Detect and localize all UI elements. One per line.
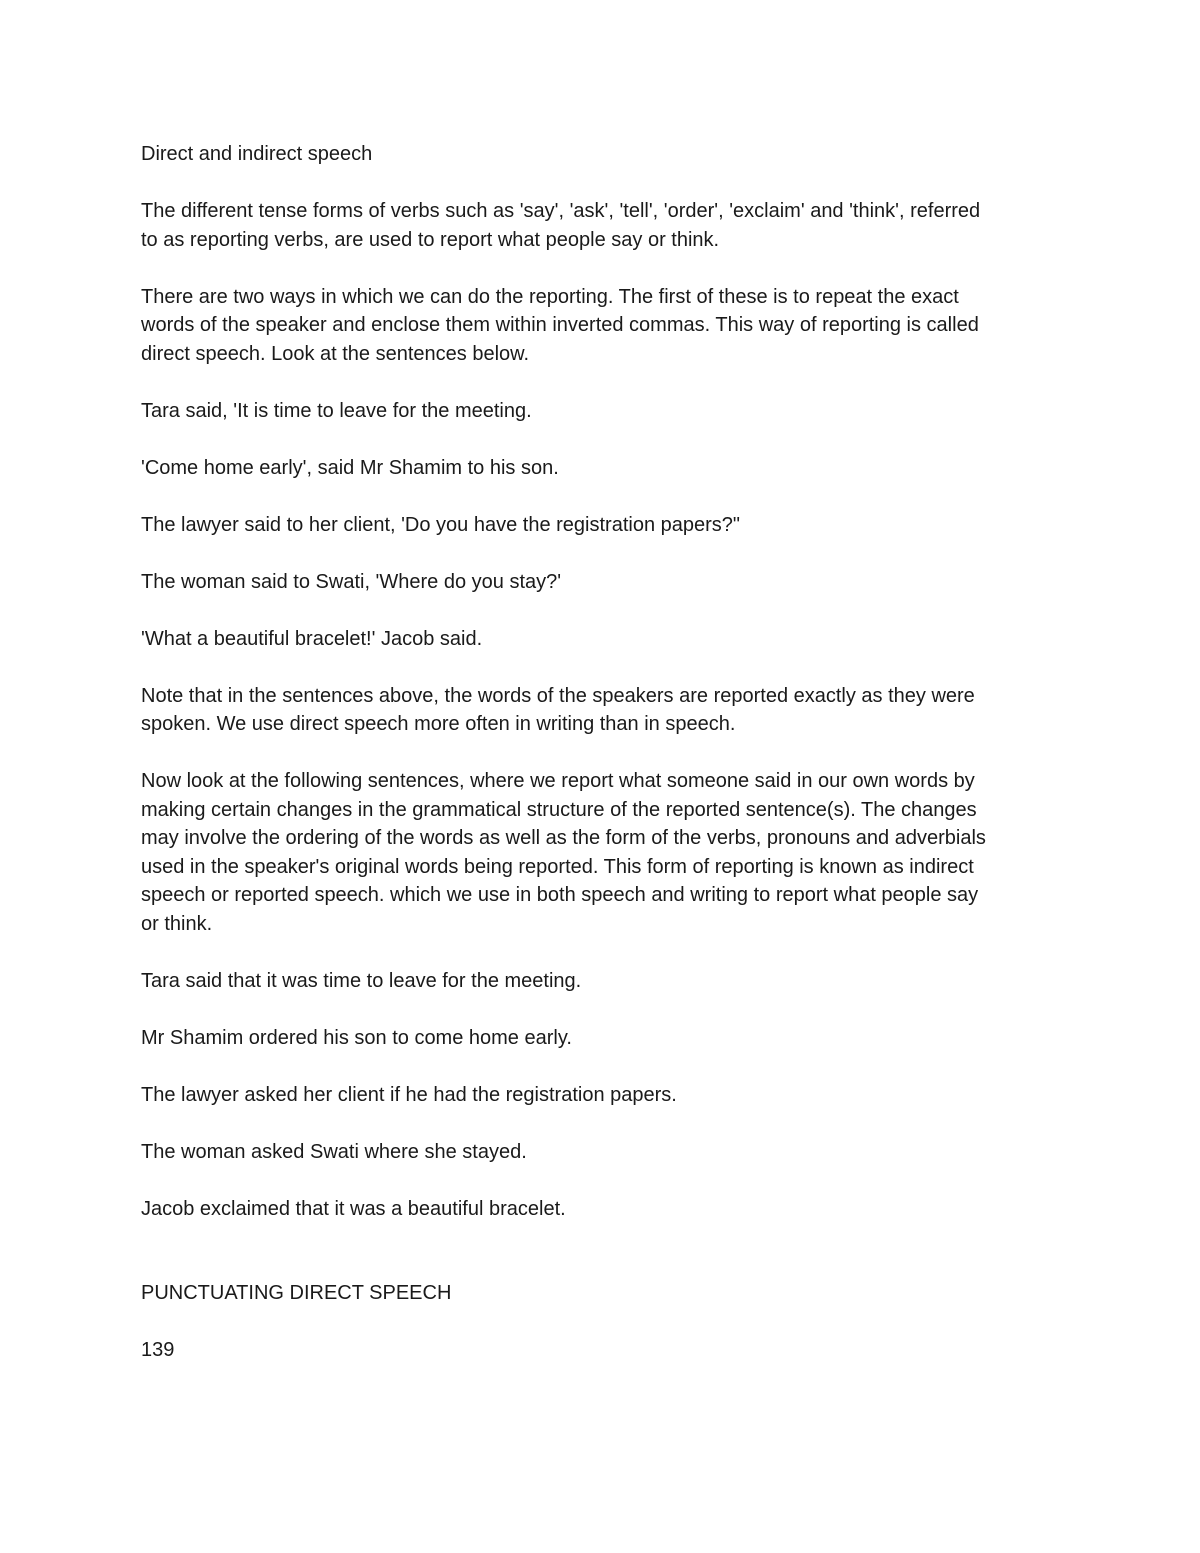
example-indirect-5: Jacob exclaimed that it was a beautiful bracelet. [141, 1197, 566, 1220]
example-indirect-3: The lawyer asked her client if he had the registration papers. [141, 1083, 677, 1106]
example-indirect-1: Tara said that it was time to leave for the meeting. [141, 969, 582, 992]
example-direct-5: 'What a beautiful bracelet!' Jacob said. [141, 627, 483, 650]
document-title: Direct and indirect speech [141, 143, 373, 165]
paragraph-indirect-speech-intro: Now look at the following sentences, where we report what someone said in our own words by making certain changes in the grammatical structure of the reported sentence(s). The changes may involve the ordering of the words as well as the form of the verbs, pronouns and adverbials used in the speaker's original words being reported. This form of reporting is known as indirect speech or reported speech. which we use in both speech and writing to report what people say or think. [141, 770, 986, 935]
paragraph-reporting-verbs: The different tense forms of verbs such as 'say', 'ask', 'tell', 'order', 'exclaim' and 'think', referred to as reporting verbs, are used to report what people say or think. [141, 200, 981, 251]
example-indirect-4: The woman asked Swati where she stayed. [141, 1140, 527, 1163]
section-heading: PUNCTUATING DIRECT SPEECH [141, 1282, 452, 1304]
example-direct-2: 'Come home early', said Mr Shamim to his son. [141, 456, 559, 479]
page-number: 139 [141, 1339, 175, 1361]
paragraph-direct-speech-note: Note that in the sentences above, the words of the speakers are reported exactly as they were spoken. We use direct speech more often in writing than in speech. [141, 684, 975, 735]
example-direct-1: Tara said, 'It is time to leave for the meeting. [141, 399, 532, 422]
example-direct-4: The woman said to Swati, 'Where do you stay?' [141, 570, 562, 593]
example-direct-3: The lawyer said to her client, 'Do you have the registration papers?" [141, 513, 741, 536]
example-indirect-2: Mr Shamim ordered his son to come home early. [141, 1026, 572, 1049]
paragraph-direct-speech-intro: There are two ways in which we can do the reporting. The first of these is to repeat the exact words of the speaker and enclose them within inverted commas. This way of reporting is called direct speech. Look at the sentences below. [141, 285, 979, 365]
